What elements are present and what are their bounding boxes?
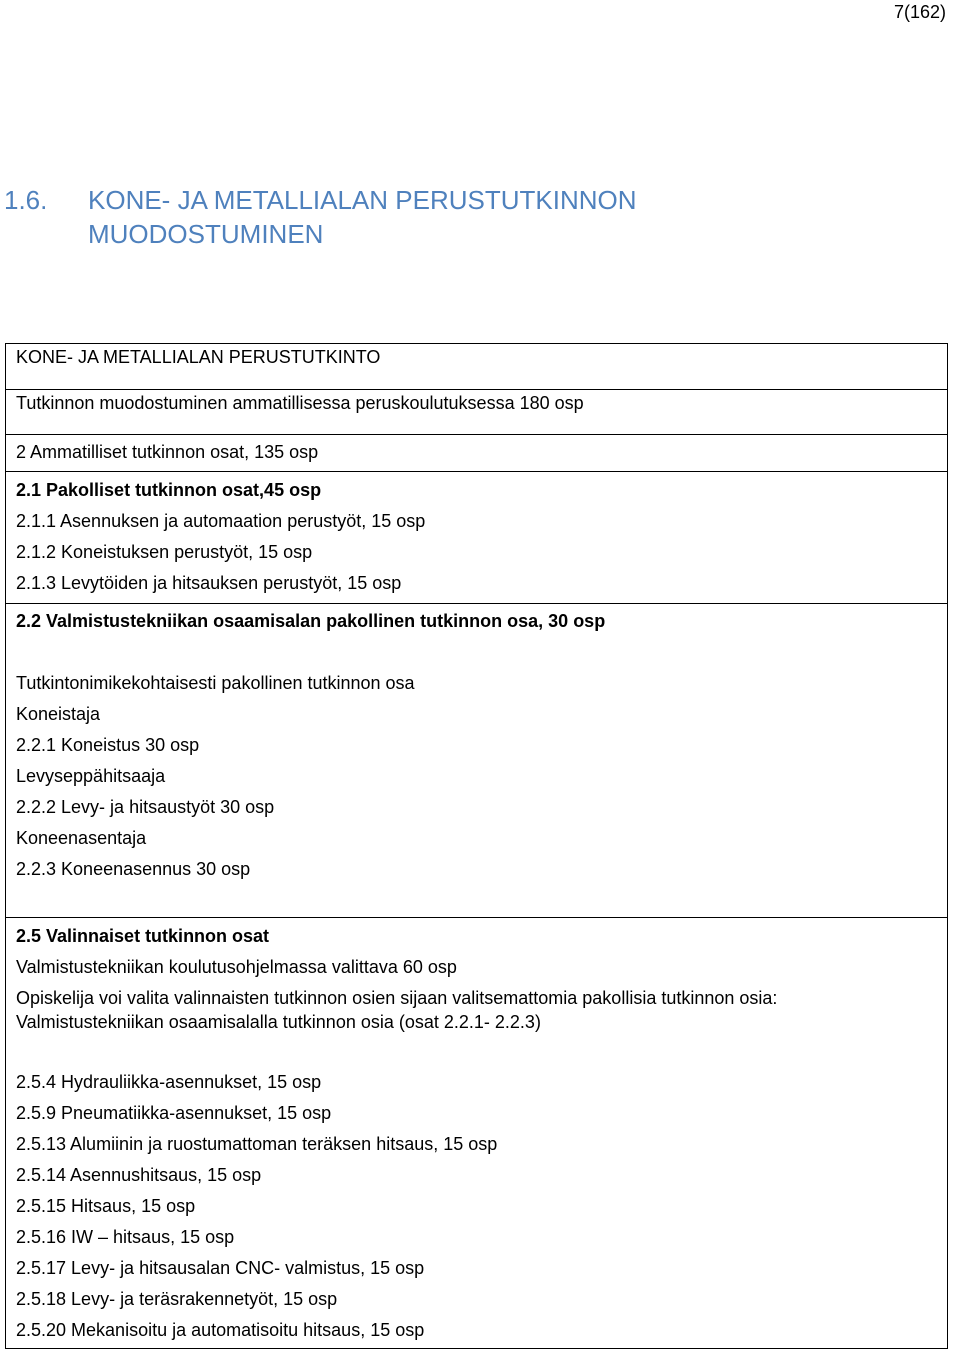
heading-line-1: KONE- JA METALLIALAN PERUSTUTKINNON bbox=[88, 185, 637, 215]
table-title-cell bbox=[5, 343, 948, 389]
section-2-5-item: 2.5.4 Hydrauliikka-asennukset, 15 osp bbox=[16, 1072, 322, 1092]
section-2-2-item: 2.2.1 Koneistus 30 osp bbox=[16, 735, 200, 755]
section-2-5-item: 2.5.18 Levy- ja teräsrakennetyöt, 15 osp bbox=[16, 1289, 338, 1309]
section-2-cell bbox=[5, 434, 948, 471]
section-2-2-item: Koneistaja bbox=[16, 704, 101, 724]
section-2-5-note-line-1: Opiskelija voi valita valinnaisten tutkinnon osien sijaan valitsemattomia pakollisia tutkinnon osia: bbox=[16, 988, 778, 1008]
section-2-5-item: 2.5.15 Hitsaus, 15 osp bbox=[16, 1196, 196, 1216]
section-2-1-title: 2.1 Pakolliset tutkinnon osat,45 osp bbox=[16, 480, 322, 500]
section-2-1-cell bbox=[5, 471, 948, 603]
section-2-2-item: 2.2.3 Koneenasennus 30 osp bbox=[16, 859, 251, 879]
heading-line-2: MUODOSTUMINEN bbox=[88, 219, 324, 249]
page-number: 7(162) bbox=[893, 2, 946, 22]
heading-number: 1.6. bbox=[4, 185, 48, 215]
table-subtitle-cell bbox=[5, 389, 948, 434]
section-2-1-item: 2.1.2 Koneistuksen perustyöt, 15 osp bbox=[16, 542, 313, 562]
section-2-5-item: 2.5.14 Asennushitsaus, 15 osp bbox=[16, 1165, 262, 1185]
section-2-2-item: 2.2.2 Levy- ja hitsaustyöt 30 osp bbox=[16, 797, 275, 817]
section-2-2-intro: Tutkintonimikekohtaisesti pakollinen tutkinnon osa bbox=[16, 673, 415, 693]
section-2-5-subtitle: Valmistustekniikan koulutusohjelmassa valittava 60 osp bbox=[16, 957, 457, 977]
section-2-1-item: 2.1.1 Asennuksen ja automaation perustyöt, 15 osp bbox=[16, 511, 426, 531]
section-2-5-cell bbox=[5, 917, 948, 1349]
section-2-2-title: 2.2 Valmistustekniikan osaamisalan pakollinen tutkinnon osa, 30 osp bbox=[16, 611, 606, 631]
section-2-2-item: Levyseppähitsaaja bbox=[16, 766, 166, 786]
table-subtitle: Tutkinnon muodostuminen ammatillisessa peruskoulutuksessa 180 osp bbox=[16, 393, 584, 413]
section-2-5-item: 2.5.13 Alumiinin ja ruostumattoman teräksen hitsaus, 15 osp bbox=[16, 1134, 498, 1154]
section-2-5-note-line-2: Valmistustekniikan osaamisalalla tutkinnon osia (osat 2.2.1- 2.2.3) bbox=[16, 1012, 541, 1032]
section-2-5-item: 2.5.20 Mekanisoitu ja automatisoitu hitsaus, 15 osp bbox=[16, 1320, 425, 1340]
table-title: KONE- JA METALLIALAN PERUSTUTKINTO bbox=[16, 347, 381, 367]
section-2-5-item: 2.5.16 IW – hitsaus, 15 osp bbox=[16, 1227, 235, 1247]
section-2-5-item: 2.5.9 Pneumatiikka-asennukset, 15 osp bbox=[16, 1103, 332, 1123]
section-2-2-item: Koneenasentaja bbox=[16, 828, 147, 848]
section-2-5-item: 2.5.17 Levy- ja hitsausalan CNC- valmistus, 15 osp bbox=[16, 1258, 425, 1278]
section-2-2-cell bbox=[5, 603, 948, 917]
heading-title bbox=[88, 183, 888, 251]
section-2-5-title: 2.5 Valinnaiset tutkinnon osat bbox=[16, 926, 270, 946]
section-2-1-item: 2.1.3 Levytöiden ja hitsauksen perustyöt, 15 osp bbox=[16, 573, 402, 593]
section-2-title: 2 Ammatilliset tutkinnon osat, 135 osp bbox=[16, 442, 319, 462]
